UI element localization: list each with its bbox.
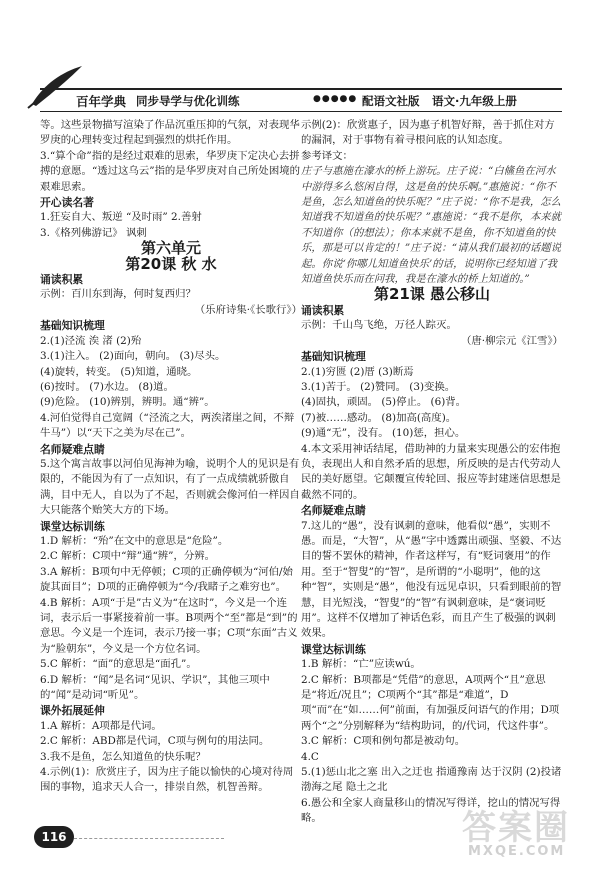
answer-line: 3.“算个命”指的是经过艰难的思索，华罗庚下定决心去拼搏的意愿。“透过这乌云”指的是华罗庚对自己所处困境的艰难思索。: [40, 149, 300, 193]
section-heading: 诵读积累: [40, 273, 84, 287]
book-subtitle: 同步导学与优化训练: [136, 94, 240, 108]
answer-line: 3.(1)注入。 (2)面向，朝向。 (3)尽头。: [40, 350, 226, 363]
answer-line: 1.A 解析：A项都是代词。: [40, 719, 162, 732]
answer-line: 5.(1)惩山北之塞 出入之迂也 指通豫南 达于汉阴 (2)投诸渤海之尾 隐土之北: [301, 766, 562, 794]
watermark-logo: [462, 800, 592, 864]
section-heading: 课堂达标训练: [40, 519, 105, 533]
answer-line: 等。这些景物描写渲染了作品沉重压抑的气氛，对表现华罗庚的心理转变过程起到强烈的烘托作用。: [40, 119, 300, 147]
answer-line: 7.这儿的“愚”，没有讽刺的意味，他看似“愚”，实则不愚。而是，“大智”，从“愚”字中透露出顽强、坚毅、不达目的誓不罢休的精神，作者这样写，有“贬词褒用”的作用。至于“智叟”的“智”，是所谓的“小聪明”，他的这种“智”，实则是“愚”，他没有远见卓识，只看到眼前的智慧，目光短浅，“智叟”的“智”有讽刺意味，是“褒词贬用”。这样不仅增加了神话色彩，而且产生了极强的讽刺效果。: [301, 519, 562, 640]
answer-line: 2.C 解析：ABD都是代词，C项与例句的用法同。: [40, 735, 270, 748]
answer-line: (9)危险。 (10)辨别，辨明。通“辨”。: [40, 396, 215, 409]
section-heading: 课外拓展延伸: [40, 704, 105, 718]
header-rule-top: [40, 88, 562, 90]
source-citation: （乐府诗集·《长歌行》）: [194, 303, 302, 316]
section-heading: 诵读积累: [301, 303, 345, 317]
lesson-title: 第21课 愚公移山: [373, 285, 491, 304]
answer-line: 3.《格列佛游记》 讽刺: [40, 226, 147, 239]
translation-text: 庄子与惠施在濠水的桥上游玩。庄子说：“白鯈鱼在河水中游得多么悠闲自得，这是鱼的快乐啊。”惠施说：“你不是鱼，怎么知道鱼的快乐呢？”庄子说：“你不是我，怎么知道我不知道鱼的快乐呢？”惠施说：“我不是你，本来就不知道你（的想法）；你本来就不是鱼，你不知道鱼的快乐，那是可以肯定的！”庄子说：“请从我们最初的话题说起。你说‘你哪儿知道鱼快乐’的话，说明你已经知道了我知道鱼快乐而在问我，我是在濠水的桥上知道的。”: [301, 165, 561, 286]
answer-line: 示例：百川东到海，何时复西归？: [40, 288, 196, 301]
page-header: [0, 0, 600, 112]
unit-title: 第六单元: [140, 239, 201, 258]
answer-line: 4.示例(1)：欣赏庄子，因为庄子能以愉快的心境对待周围的事物，追求天人合一，排崇自然，机智善辩。: [40, 766, 294, 794]
answer-line: 2.C 解析：B项都是“凭借”的意思，A项两个“且”意思是“将近/况且”；C项两个“其”都是“难道”，D项“而”在“如……何”前面，有加强反问语气的作用；D项两个“之”分别解释为“结构助词，的/代词，代这件事”。: [301, 673, 560, 732]
answer-line: 6.愚公和全家人商量移山的情况写得详，挖山的情况写得略。: [301, 796, 561, 825]
header-dots: ●●●●●: [313, 94, 358, 104]
answer-line: 4.河伯觉得自己宽阔（“泾流之大，两涘渚崖之间，不辩牛马”）以“天下之美为尽在己”。: [40, 411, 295, 440]
answer-line: 1.狂妄自大、叛逆 “及时雨” 2.善射: [40, 211, 202, 224]
header-rule-bottom: [40, 111, 562, 112]
answer-line: 4.本文采用神话结尾，借助神的力量来实现愚公的宏伟抱负，表现出人和自然矛盾的思想，所反映的是古代劳动人民的美好愿望。它颠覆宣传轮回、报应等封建迷信思想是截然不同的。: [301, 442, 561, 501]
answer-line: 3.我不是鱼，怎么知道鱼的快乐呢？: [40, 750, 206, 763]
section-heading: 课堂达标训练: [301, 642, 366, 656]
answer-line: (4)固执，顽固。 (5)停止。 (6)背。: [301, 396, 467, 409]
answer-line: (9)通“无”，没有。 (10)惩，担心。: [301, 427, 466, 440]
answer-line: 2.(1)泾流 涘 渚 (2)殆: [40, 334, 142, 347]
answer-line: 2.(1)穷匮 (2)厝 (3)断焉: [301, 365, 414, 378]
answer-line: 6.D 解析：“闻”是名词“见识、学识”，其他三项中的“闻”是动词“听见”。: [40, 673, 270, 702]
section-heading: 名师疑难点睛: [301, 504, 366, 518]
answer-line: 1.B 解析：“亡”应读wú。: [301, 658, 421, 671]
answer-line: 3.C 解析：C项和例句都是被动句。: [301, 735, 466, 748]
section-heading: 基础知识梳理: [40, 319, 105, 333]
source-citation: （唐·柳宗元《江雪》）: [460, 334, 563, 347]
left-column: [40, 118, 302, 796]
answer-line: 4.C: [301, 750, 319, 763]
section-heading: 基础知识梳理: [301, 350, 366, 364]
answer-line: (4)旋转，转变。 (5)知道，通晓。: [40, 365, 198, 378]
right-column: [301, 118, 563, 827]
subject-label: 语文·九年级上册: [432, 94, 517, 108]
answer-line: 5.C 解析：“面”的意思是“面孔”。: [40, 658, 197, 671]
answer-line: 参考译文：: [301, 149, 353, 162]
answer-line: (6)按时。 (7)水边。 (8)道。: [40, 380, 174, 393]
footer-rule: [74, 838, 224, 840]
page-number: 116: [34, 826, 74, 848]
edition-label: 配语文社版: [362, 94, 420, 108]
answer-line: 示例：千山鸟飞绝，万径人踪灭。: [301, 319, 457, 332]
section-heading: 名师疑难点睛: [40, 442, 105, 456]
lesson-title: 第20课 秋 水: [125, 254, 217, 273]
answer-line: 2.C 解析：C项中“辩”通“辨”，分辨。: [40, 550, 216, 563]
answer-line: 5.这个寓言故事以河伯见海神为喻，说明个人的见识是有限的，不能因为有了一点知识，有了一点成绩就骄傲自满，目中无人，自以为了不起，否则就会像河伯一样因自大只能落个贻笑大方的下场。: [40, 457, 300, 517]
book-brand: 百年学典: [76, 94, 127, 109]
watermark-text: 答案圈: [462, 808, 570, 848]
answer-line: (7)被……感动。 (8)加高(高度)。: [301, 411, 457, 424]
section-heading: 开心读名著: [40, 196, 94, 210]
watermark-url: MXQE.COM: [468, 844, 566, 859]
answer-line: 1.D 解析：“殆”在文中的意思是“危险”。: [40, 534, 229, 547]
answer-line: 3.(1)苦于。 (2)赞同。 (3)变换。: [301, 380, 456, 393]
answer-line: 示例(2)：欣赏惠子，因为惠子机智好辩，善于抓住对方的漏洞，对于事物有着寻根问底的认知态度。: [301, 119, 555, 147]
answer-line: 3.A 解析：B项句中无停顿；C项的正确停顿为“河伯/始旋其面目”；D项的正确停顿为“今/我睹子之难穷也”。: [40, 565, 293, 594]
answer-line: 4.B 解析：A项“于是”古义为“在这时”，今义是一个连词，表示后一事紧接着前一事。B项两个“至”都是“到”的意思。今义是一个连词，表示乃接一事；C项“东面”古义为“脸朝东”，今义是一个方位名词。: [40, 596, 298, 655]
